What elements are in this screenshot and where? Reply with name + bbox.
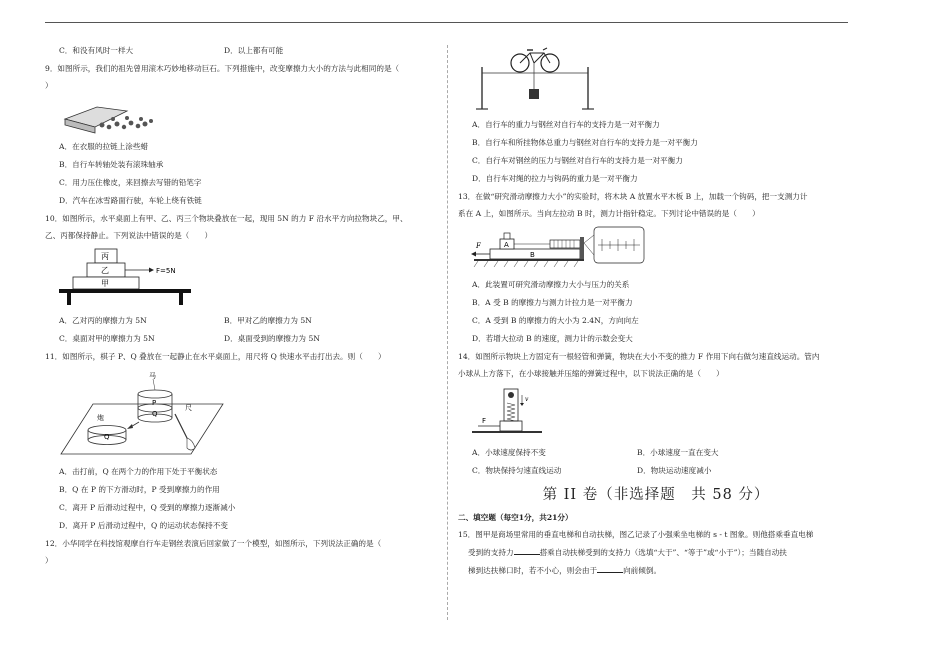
q13-label-b: B xyxy=(530,251,535,259)
q11-stem: 11．如图所示，棋子 P、Q 叠放在一起静止在水平桌面上，用尺将 Q 快速水平击打出去。则（ ） xyxy=(45,352,386,361)
q12-option-b: B．自行车和所挂物体总重力与钢丝对自行车的支持力是一对平衡力 xyxy=(472,138,698,147)
q12-option-d: D．自行车对绳的拉力与钩码的重力是一对平衡力 xyxy=(472,174,638,183)
q10-label-jia: 甲 xyxy=(101,279,109,288)
q9-stem-end: ） xyxy=(45,81,53,90)
q11-option-d: D．离开 P 后滑动过程中，Q 的运动状态保持不变 xyxy=(59,521,228,530)
q9-stem: 9．如图所示，我们的祖先曾用滚木巧妙地移动巨石。下列措施中，改变摩擦力大小的方法与此相同的是（ xyxy=(45,64,400,73)
q13-option-b: B．A 受 B 的摩擦力与测力计拉力是一对平衡力 xyxy=(472,298,633,307)
header-rule xyxy=(45,22,848,23)
column-divider xyxy=(447,45,448,620)
q15-line-2 xyxy=(468,546,854,558)
q15-line-3b: 向前倾倒。 xyxy=(623,566,662,575)
q11-label-p: P xyxy=(152,399,157,407)
q15-blank-2[interactable] xyxy=(597,564,623,573)
q9-option-d: D．汽车在冰雪路面行驶，车轮上绕有铁链 xyxy=(59,196,202,205)
q13-option-d: D．若增大拉动 B 的速度，测力计的示数会变大 xyxy=(472,334,633,343)
q10-option-c: C．桌面对甲的摩擦力为 5N xyxy=(59,334,155,343)
q12-stem-end: ） xyxy=(45,556,53,565)
section-2-subtitle: 二、填空题（每空1分，共21分） xyxy=(458,513,573,522)
q12-stem: 12．小华同学在科技馆观摩自行车走钢丝表演后回家做了一个模型，如图所示，下列说法正确的是（ xyxy=(45,539,382,548)
q13-stem-1: 13．在做“研究滑动摩擦力大小”的实验时，将木块 A 放置水平木板 B 上，加载一个钩码，把一支测力计 xyxy=(458,192,808,201)
q14-options-row1 xyxy=(472,447,854,458)
q12-bicycle-wire-figure xyxy=(470,47,600,113)
q9-rolling-logs-figure xyxy=(57,97,157,135)
q14-option-a: A．小球速度保持不变 xyxy=(472,448,546,457)
q8-option-d: D．以上都有可能 xyxy=(224,46,284,55)
q10-option-b: B．甲对乙的摩擦力为 5N xyxy=(224,316,312,325)
q10-option-a: A．乙对丙的摩擦力为 5N xyxy=(59,316,147,325)
right-column xyxy=(458,45,854,582)
q11-chess-pieces-figure xyxy=(57,368,227,460)
q9-option-a: A．在衣服的拉链上涂些蜡 xyxy=(59,142,149,151)
q14-option-b: B．小球速度一直在变大 xyxy=(637,448,719,457)
q15-line-2b: 搭乘自动扶梯受到的支持力（选填“大于”、“等于”或“小于”）；当随自动扶 xyxy=(539,548,787,557)
q12-option-a: A．自行车的重力与钢丝对自行车的支持力是一对平衡力 xyxy=(472,120,660,129)
q15-line-3 xyxy=(468,564,854,576)
q10-options-row2 xyxy=(59,333,437,344)
q11-label-ma: 马 xyxy=(149,372,156,380)
q13-label-f: F xyxy=(476,242,481,250)
q10-label-bing: 丙 xyxy=(101,252,109,261)
q14-options-row2 xyxy=(472,465,854,476)
left-column xyxy=(45,45,437,572)
q14-spring-tube-figure xyxy=(470,385,550,441)
q15-line-3a: 梯到达扶梯口时，若不小心，则会由于 xyxy=(468,566,598,575)
q8-options xyxy=(59,45,437,56)
q9-option-c: C．用力压住橡皮，来回擦去写错的铅笔字 xyxy=(59,178,202,187)
q13-label-a: A xyxy=(504,241,509,249)
q8-option-c: C．和没有风时一样大 xyxy=(59,46,134,55)
q10-stem-2: 乙、丙都保持静止。下列说法中错误的是（ ） xyxy=(45,231,213,240)
q12-option-c: C．自行车对钢丝的压力与钢丝对自行车的支持力是一对平衡力 xyxy=(472,156,683,165)
q14-stem-2: 小球从上方落下，在小球接触并压缩的弹簧过程中，以下说法正确的是（ ） xyxy=(458,369,724,378)
q15-line-1: 15．图甲是商场里常用的垂直电梯和自动扶梯，图乙记录了小强乘坐电梯的 s - t 图象。则他搭乘垂直电梯 xyxy=(458,530,814,539)
q11-option-a: A．击打前，Q 在两个力的作用下处于平衡状态 xyxy=(59,467,218,476)
q10-stem-1: 10．如图所示，水平桌面上有甲、乙、丙三个物块叠放在一起，现用 5N 的力 F 沿水平方向拉物块乙，甲、 xyxy=(45,214,408,223)
q10-label-yi: 乙 xyxy=(101,266,109,275)
q13-friction-apparatus-figure xyxy=(470,225,650,273)
q10-options-row1 xyxy=(59,315,437,326)
q13-option-a: A．此装置可研究滑动摩擦力大小与压力的关系 xyxy=(472,280,630,289)
q10-option-d: D．桌面受到的摩擦力为 5N xyxy=(224,334,320,343)
q10-stacked-blocks-figure xyxy=(57,247,197,309)
q15-line-2a: 受到的支持力 xyxy=(468,548,514,557)
q15-blank-1[interactable] xyxy=(514,546,540,555)
q11-label-pao: 炮 xyxy=(97,414,104,422)
q14-label-f: F xyxy=(482,417,487,425)
q11-label-ruler: 尺 xyxy=(185,404,192,412)
q9-option-b: B．自行车转轴处装有滚珠轴承 xyxy=(59,160,164,169)
q13-stem-2: 系在 A 上，如图所示。当向左拉动 B 时，测力计指针稳定。下列讨论中错误的是（ ） xyxy=(458,209,760,218)
q11-label-q: Q xyxy=(152,410,158,418)
q14-stem-1: 14．如图所示物块上方固定有一根轻管和弹簧，物块在大小不变的推力 F 作用下向右做匀速直线运动。管内 xyxy=(458,352,820,361)
q14-option-d: D．物块运动速度减小 xyxy=(637,466,712,475)
q11-option-c: C．离开 P 后滑动过程中，Q 受到的摩擦力逐渐减小 xyxy=(59,503,236,512)
q13-option-c: C．A 受到 B 的摩擦力的大小为 2.4N，方向向左 xyxy=(472,316,639,325)
section-2-title: 第 II 卷（非选择题 共 58 分） xyxy=(542,487,770,503)
q10-force-label: F=5N xyxy=(156,267,176,275)
q14-option-c: C．物块保持匀速直线运动 xyxy=(472,466,562,475)
q11-option-b: B．Q 在 P 的下方滑动时，P 受到摩擦力的作用 xyxy=(59,485,220,494)
q14-label-v: v xyxy=(525,396,529,403)
q11-label-q2: Q xyxy=(104,433,110,441)
